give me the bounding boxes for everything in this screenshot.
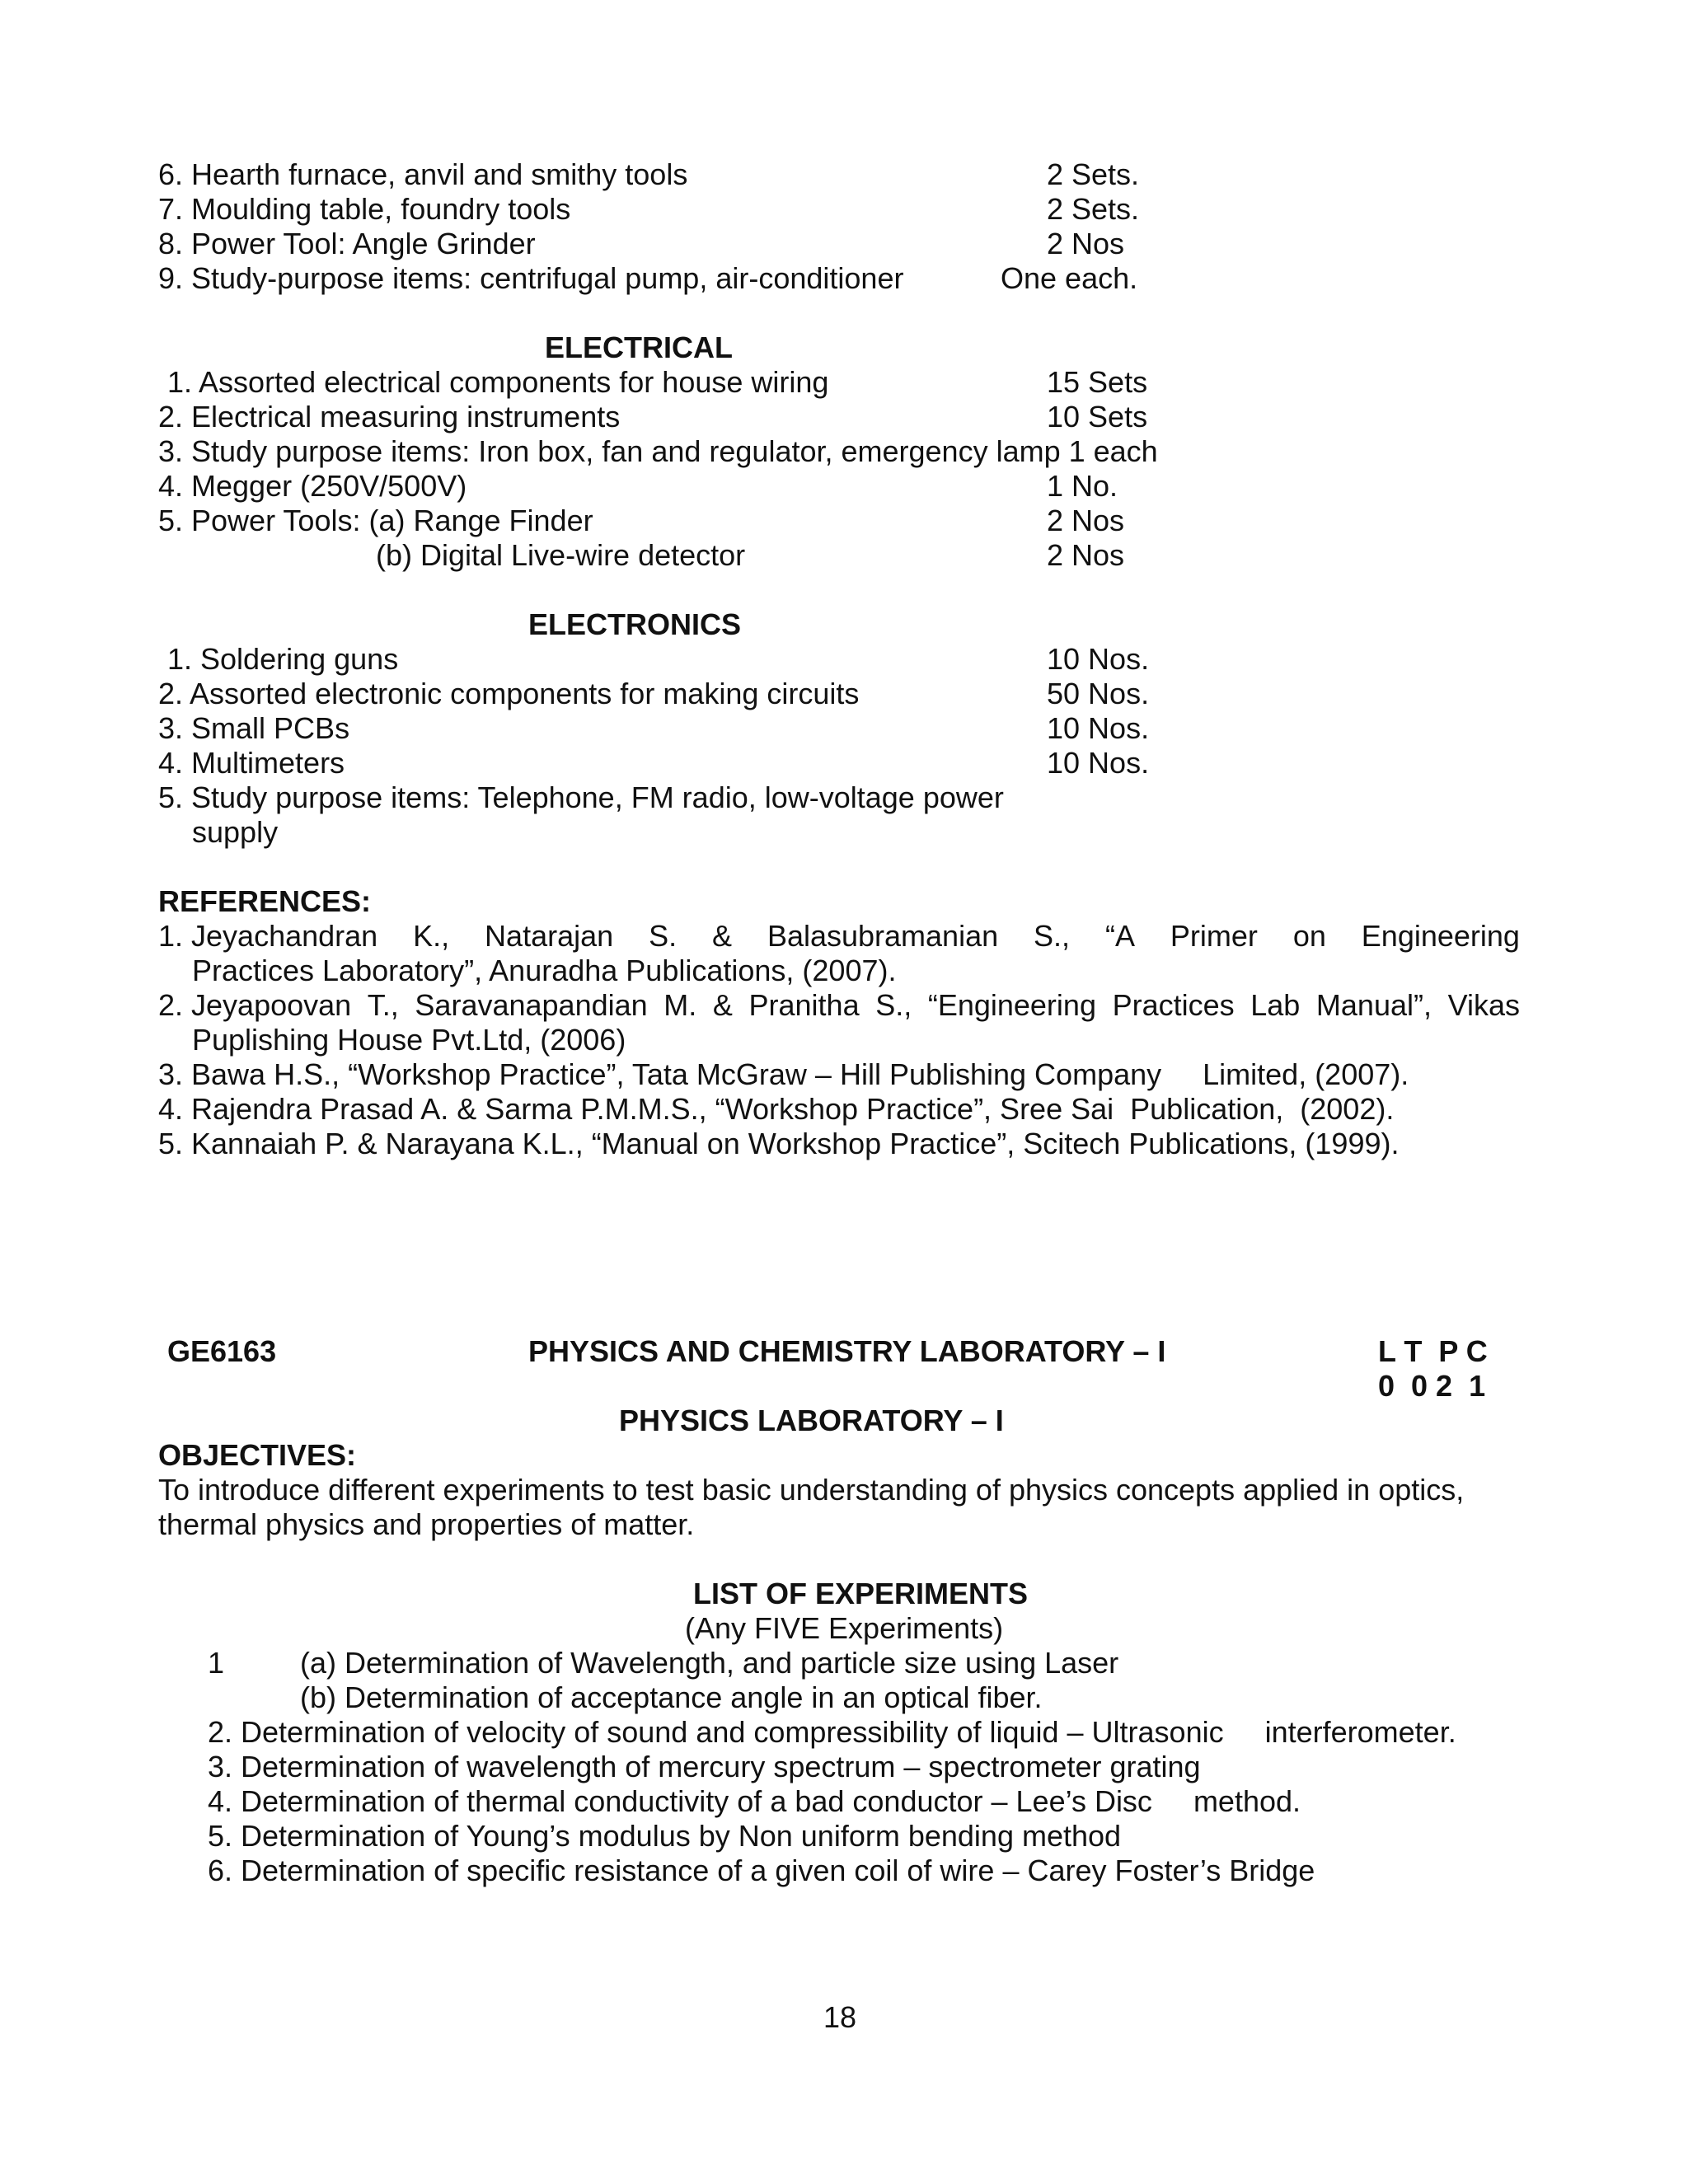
reference-2-word: Saravanapandian — [415, 988, 648, 1022]
electronics-item-5: 5. Study purpose items: Telephone, FM radio, low-voltage power — [158, 780, 1004, 814]
reference-2-word: Vikas — [1447, 988, 1520, 1022]
workshop-item-6: 6. Hearth furnace, anvil and smithy tools — [158, 157, 688, 191]
reference-1 — [158, 919, 1520, 954]
reference-2-word: T., — [367, 988, 399, 1022]
workshop-item-8-qty: 2 Nos — [1047, 227, 1125, 260]
workshop-item-7-qty: 2 Sets. — [1047, 192, 1140, 226]
electrical-item-5-qty: 2 Nos — [1047, 504, 1125, 537]
reference-1-word: S. — [649, 919, 678, 953]
reference-1-word: on — [1292, 919, 1326, 953]
experiment-1a: (a) Determination of Wavelength, and particle size using Laser — [300, 1646, 1119, 1680]
objectives-text-1: To introduce different experiments to test basic understanding of physics concepts applied in optics, — [158, 1473, 1465, 1507]
reference-1-cont: Practices Laboratory”, Anuradha Publications, (2007). — [192, 954, 897, 987]
experiment-4: 4. Determination of thermal conductivity of a bad conductor – Lee’s Disc method. — [208, 1784, 1301, 1818]
electronics-item-2: 2. Assorted electronic components for making circuits — [158, 677, 860, 710]
electrical-item-4-qty: 1 No. — [1047, 469, 1118, 503]
electronics-item-1: 1. Soldering guns — [167, 642, 399, 676]
reference-2-word: Lab — [1250, 988, 1301, 1022]
course-subtitle: PHYSICS LABORATORY – I — [619, 1404, 1004, 1437]
electrical-item-5b-qty: 2 Nos — [1047, 538, 1125, 572]
electronics-item-4: 4. Multimeters — [158, 746, 345, 780]
experiments-note: (Any FIVE Experiments) — [685, 1611, 1004, 1645]
electronics-item-3: 3. Small PCBs — [158, 711, 350, 745]
experiment-6: 6. Determination of specific resistance of a given coil of wire – Carey Foster’s Bridge — [208, 1854, 1315, 1887]
workshop-item-9-qty: One each. — [1001, 261, 1138, 295]
electronics-item-2-qty: 50 Nos. — [1047, 677, 1150, 710]
reference-1-word: Engineering — [1361, 919, 1520, 953]
course-code: GE6163 — [167, 1334, 277, 1368]
reference-1-word: & — [712, 919, 733, 953]
course-title: PHYSICS AND CHEMISTRY LABORATORY – I — [528, 1334, 1166, 1368]
objectives-text-2: thermal physics and properties of matter. — [158, 1507, 695, 1541]
reference-5: 5. Kannaiah P. & Narayana K.L., “Manual on Workshop Practice”, Scitech Publications, (1999). — [158, 1127, 1400, 1160]
reference-2-word: 2. Jeyapoovan — [158, 988, 352, 1022]
experiments-heading: LIST OF EXPERIMENTS — [693, 1577, 1029, 1610]
electrical-heading: ELECTRICAL — [545, 330, 733, 364]
reference-3: 3. Bawa H.S., “Workshop Practice”, Tata McGraw – Hill Publishing Company Limited, (2007). — [158, 1057, 1409, 1091]
page-number: 18 — [823, 2000, 857, 2034]
electronics-item-3-qty: 10 Nos. — [1047, 711, 1150, 745]
reference-4: 4. Rajendra Prasad A. & Sarma P.M.M.S., “Workshop Practice”, Sree Sai Publication, (2002). — [158, 1092, 1395, 1126]
references-heading: REFERENCES: — [158, 884, 372, 918]
electrical-item-3: 3. Study purpose items: Iron box, fan and regulator, emergency lamp 1 each — [158, 434, 1158, 468]
reference-1-word: Primer — [1170, 919, 1258, 953]
objectives-heading: OBJECTIVES: — [158, 1438, 357, 1472]
reference-2-word: & — [712, 988, 733, 1022]
workshop-item-8: 8. Power Tool: Angle Grinder — [158, 227, 536, 260]
experiment-5: 5. Determination of Young’s modulus by Non uniform bending method — [208, 1819, 1122, 1853]
reference-2-word: S., — [875, 988, 912, 1022]
reference-2-word: Manual”, — [1315, 988, 1432, 1022]
electrical-item-1-qty: 15 Sets — [1047, 365, 1148, 399]
experiment-2: 2. Determination of velocity of sound and compressibility of liquid – Ultrasonic interferometer. — [208, 1715, 1456, 1749]
electronics-item-4-qty: 10 Nos. — [1047, 746, 1150, 780]
electrical-item-1: 1. Assorted electrical components for house wiring — [167, 365, 829, 399]
electrical-item-5: 5. Power Tools: (a) Range Finder — [158, 504, 593, 537]
electrical-item-5b: (b) Digital Live-wire detector — [376, 538, 746, 572]
ltpc-values: 0 0 2 1 — [1378, 1369, 1486, 1403]
ltpc-header: L T P C — [1378, 1334, 1488, 1368]
reference-2-word: “Engineering — [927, 988, 1096, 1022]
workshop-item-9: 9. Study-purpose items: centrifugal pump, air-conditioner — [158, 261, 904, 295]
reference-2-word: Practices — [1112, 988, 1235, 1022]
reference-1-word: “A — [1104, 919, 1135, 953]
electronics-heading: ELECTRONICS — [528, 607, 742, 641]
experiment-1-number: 1 — [208, 1646, 225, 1680]
reference-1-word: S., — [1034, 919, 1071, 953]
reference-2-cont: Puplishing House Pvt.Ltd, (2006) — [192, 1023, 626, 1057]
experiment-1b: (b) Determination of acceptance angle in an optical fiber. — [300, 1680, 1043, 1714]
electronics-item-1-qty: 10 Nos. — [1047, 642, 1150, 676]
electrical-item-2: 2. Electrical measuring instruments — [158, 400, 621, 434]
reference-2 — [158, 988, 1520, 1023]
reference-1-word: Balasubramanian — [767, 919, 999, 953]
electronics-item-5-cont: supply — [192, 815, 279, 849]
reference-1-word: 1. Jeyachandran — [158, 919, 378, 953]
experiment-3: 3. Determination of wavelength of mercury spectrum – spectrometer grating — [208, 1750, 1201, 1783]
electrical-item-2-qty: 10 Sets — [1047, 400, 1148, 434]
reference-2-word: Pranitha — [748, 988, 860, 1022]
reference-2-word: M. — [663, 988, 697, 1022]
electrical-item-4: 4. Megger (250V/500V) — [158, 469, 467, 503]
workshop-item-6-qty: 2 Sets. — [1047, 157, 1140, 191]
reference-1-word: K., — [413, 919, 450, 953]
workshop-item-7: 7. Moulding table, foundry tools — [158, 192, 571, 226]
reference-1-word: Natarajan — [485, 919, 614, 953]
